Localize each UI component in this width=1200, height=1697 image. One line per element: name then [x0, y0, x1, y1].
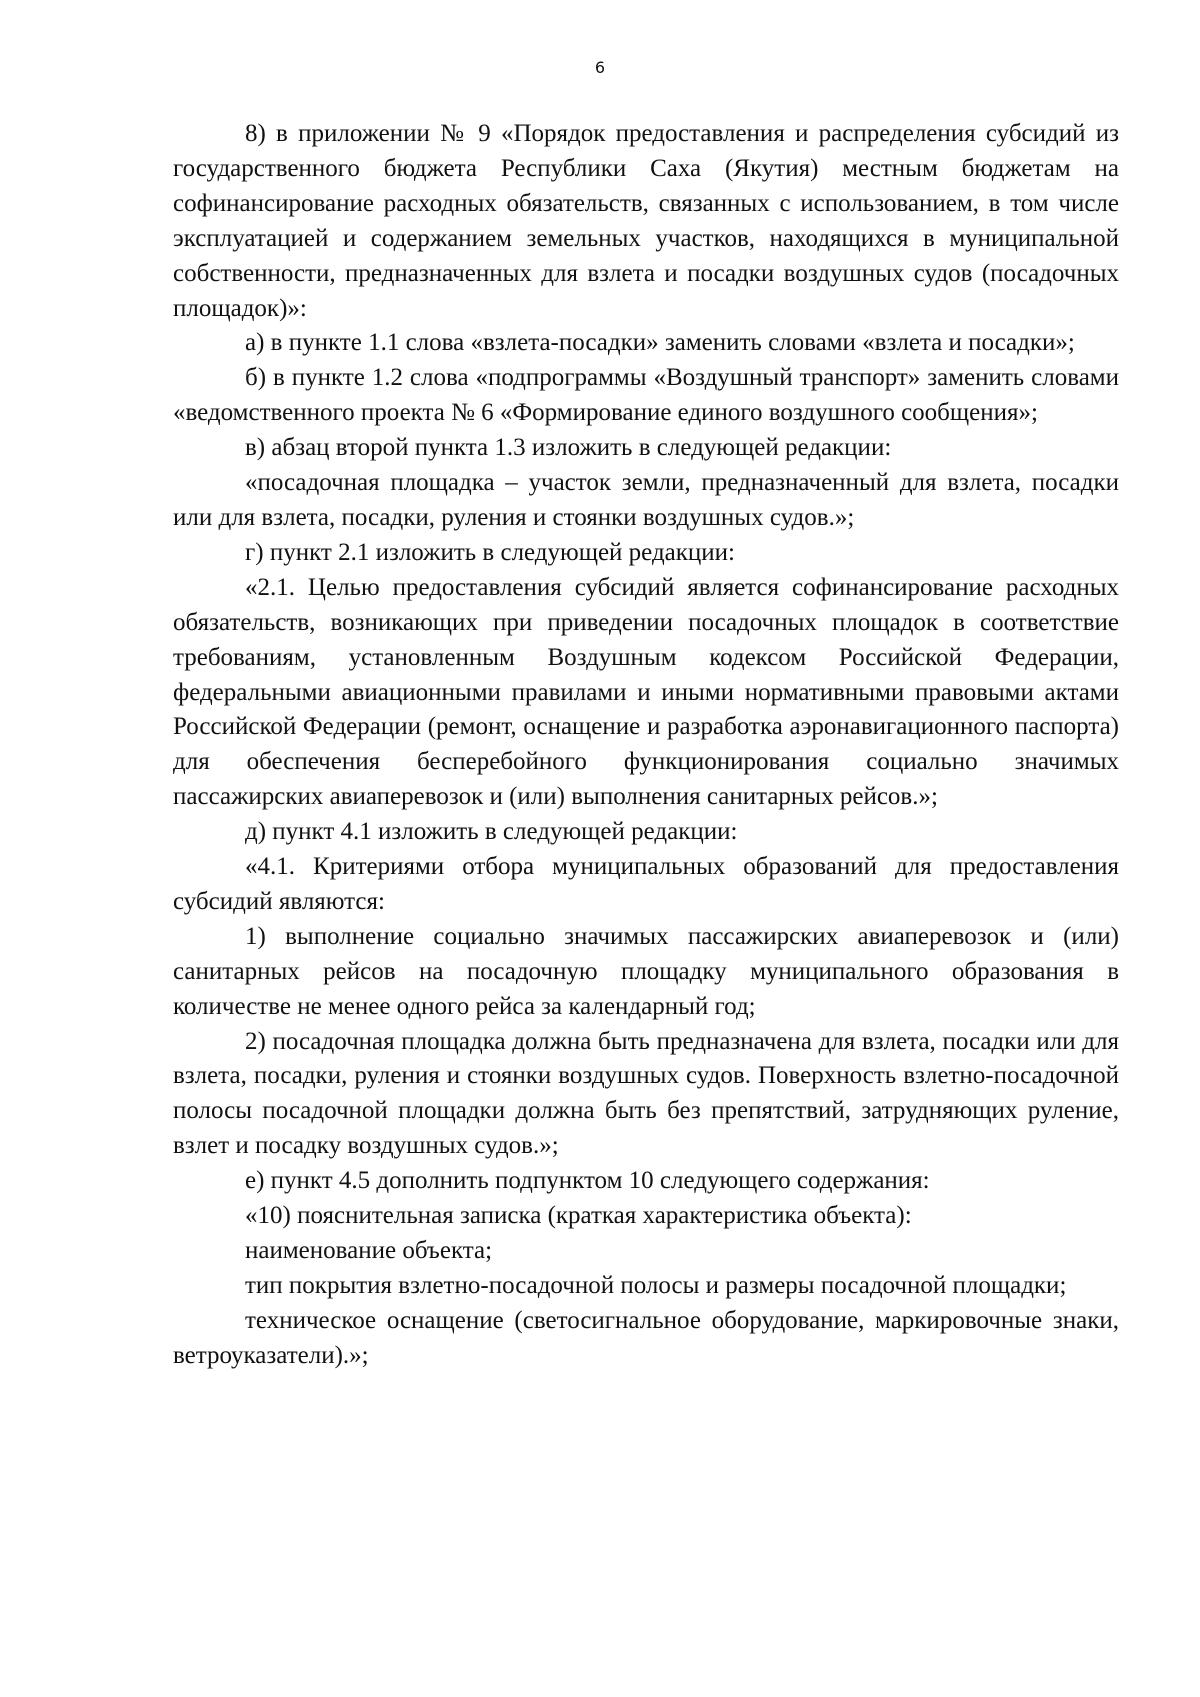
paragraph-quote-landing-area: «посадочная площадка – участок земли, предназначенный для взлета, посадки или для взлета, посадки, руления и стоянки воздушных судов.»; [173, 469, 1119, 531]
paragraph-subitem-b: б) в пункте 1.2 слова «подпрограммы «Воздушный транспорт» заменить словами «ведомственного проекта № 6 «Формирование единого воздушного сообщения»; [173, 364, 1119, 427]
paragraph-technical-equipment: техническое оснащение (светосигнальное оборудование, маркировочные знаки, ветроуказатели).»; [173, 1306, 1119, 1369]
paragraph-criterion-2: 2) посадочная площадка должна быть предназначена для взлета, посадки или для взлета, посадки, руления и стоянки воздушных судов. Поверхность взлетно-посадочной полосы посадочной площадки должна быть без препятствий, затрудняющих руление, взлет и посадку воздушных судов.»; [173, 1027, 1119, 1160]
paragraph-subitem-g: г) пункт 2.1 изложить в следующей редакции: [245, 538, 735, 566]
paragraph-quote-4-1: «4.1. Критериями отбора муниципальных образований для предоставления субсидий являются: [173, 853, 1119, 915]
paragraph-quote-10: «10) пояснительная записка (краткая характеристика объекта): [245, 1202, 912, 1230]
paragraph-subitem-e: е) пункт 4.5 дополнить подпунктом 10 следующего содержания: [245, 1167, 930, 1195]
paragraph-object-name: наименование объекта; [245, 1237, 493, 1264]
paragraph-subitem-d: д) пункт 4.1 изложить в следующей редакции: [245, 818, 738, 846]
document-body [173, 117, 1119, 1374]
page-number: 6 [594, 58, 606, 77]
paragraph-subitem-a: а) в пункте 1.1 слова «взлета-посадки» заменить словами «взлета и посадки»; [245, 329, 1075, 357]
paragraph-item-8: 8) в приложении № 9 «Порядок предоставления и распределения субсидий из государственного бюджета Республики Саха (Якутия) местным бюджетам на софинансирование расходных обязательств, связанных с использованием, в том числе эксплуатацией и содержанием земельных участков, находящихся в муниципальной собственности, предназначенных для взлета и посадки воздушных судов (посадочных площадок)»: [173, 120, 1119, 322]
paragraph-criterion-1: 1) выполнение социально значимых пассажирских авиаперевозок и (или) санитарных рейсов на посадочную площадку муниципального образования в количестве не менее одного рейса за календарный год; [173, 922, 1119, 1020]
paragraph-quote-2-1: «2.1. Целью предоставления субсидий является софинансирование расходных обязательств, возникающих при приведении посадочных площадок в соответствие требованиям, установленным Воздушным кодексом Российской Федерации, федеральными авиационными правилами и иными нормативными правовыми актами Российской Федерации (ремонт, оснащение и разработка аэронавигационного паспорта) для обеспечения бесперебойного функционирования социально значимых пассажирских авиаперевозок и (или) выполнения санитарных рейсов.»; [173, 573, 1119, 811]
paragraph-subitem-v: в) абзац второй пункта 1.3 изложить в следующей редакции: [245, 434, 892, 462]
paragraph-runway-type: тип покрытия взлетно-посадочной полосы и размеры посадочной площадки; [245, 1271, 1067, 1299]
